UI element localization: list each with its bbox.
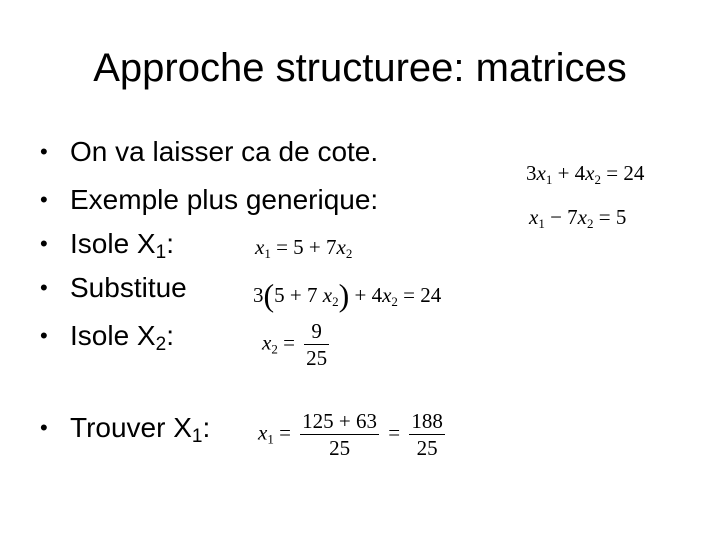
- fraction: $\frac{125 + 63}{25}$: [302, 409, 378, 460]
- substitution-equation: 3(5 + 7 $x_2) + 4x_2 = 24$: [253, 277, 442, 313]
- bullet-dot-icon: •: [40, 139, 48, 164]
- bullet-text: Substitue: [70, 272, 187, 303]
- bullet-text: Isole $X_1$:: [70, 228, 174, 263]
- bullet-text: Trouver $X_1$:: [70, 412, 211, 447]
- slide-title: Approche structuree: matrices: [93, 46, 627, 90]
- fraction: $\frac{188}{25}$: [411, 409, 443, 460]
- bullet-text: Isole $X_2$:: [70, 320, 174, 355]
- find-x1-equation: $x_1$ = $\frac{125 + 63}{25}$ = $\frac{188}{25}$: [258, 409, 443, 460]
- system-equation-1: $3x_1 + 4x_2 = 24$: [526, 161, 645, 187]
- bullet-dot-icon: •: [40, 275, 48, 300]
- bullet-text: On va laisser ca de cote.: [70, 136, 379, 167]
- bullet-text: Exemple plus generique:: [70, 184, 379, 215]
- bullet-dot-icon: •: [40, 323, 48, 348]
- bullet-dot-icon: •: [40, 231, 48, 256]
- fraction: $\frac{9}{25}$: [306, 319, 328, 370]
- bullet-dot-icon: •: [40, 187, 48, 212]
- bullet-dot-icon: •: [40, 415, 48, 440]
- isolate-x2-equation: $x_2$ = $\frac{9}{25}$: [262, 319, 328, 370]
- system-equation-2: $x_1 - 7x_2 = 5$: [529, 205, 627, 231]
- isolate-x1-equation: $x_1 = 5 + 7x_2$: [255, 235, 353, 261]
